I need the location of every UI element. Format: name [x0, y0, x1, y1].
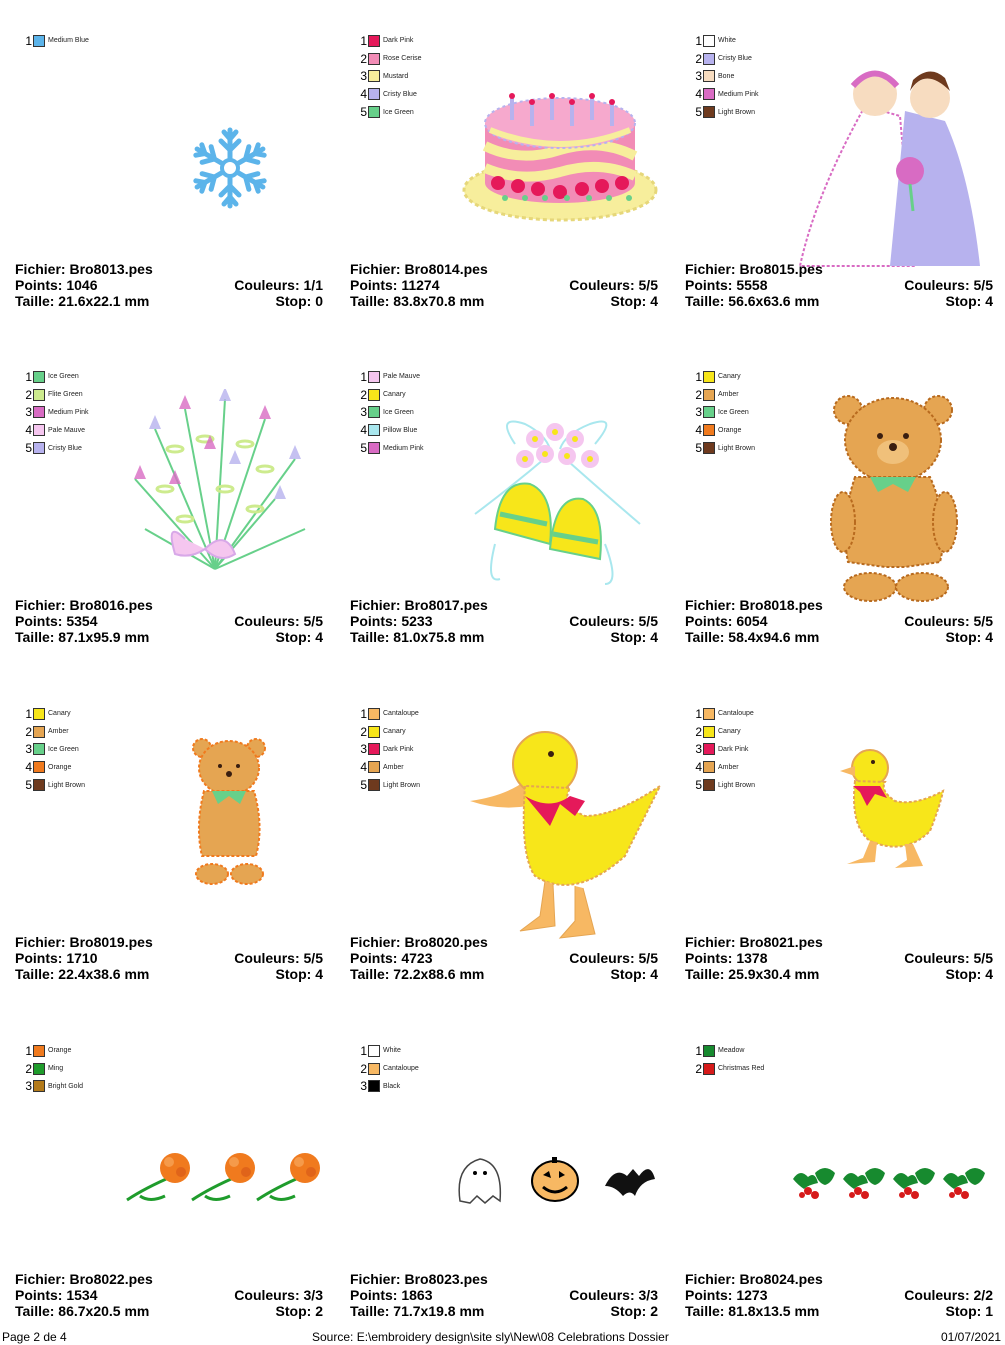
- thread-name: Rose Cerise: [383, 55, 422, 63]
- thread-number: 2: [25, 1061, 32, 1076]
- stop-count: Stop: 2: [610, 1303, 658, 1319]
- thread-number: 3: [25, 1079, 32, 1094]
- thread-name: Cristy Blue: [718, 55, 752, 63]
- thread-name: Christmas Red: [718, 1065, 765, 1073]
- thread-color-row: [20, 758, 85, 776]
- design-card: [15, 701, 335, 1001]
- points-count: Points: 1710: [15, 950, 98, 966]
- thread-number: 1: [25, 706, 32, 721]
- design-size: Taille: 72.2x88.6 mm: [350, 966, 485, 982]
- thread-color-row: [355, 50, 422, 68]
- thread-name: Canary: [718, 728, 741, 736]
- thread-number: 3: [360, 405, 367, 420]
- thread-color-row: [20, 1042, 83, 1060]
- thread-number: 1: [360, 369, 367, 384]
- thread-color-row: [20, 741, 85, 759]
- thread-number: 5: [360, 105, 367, 120]
- file-name: Fichier: Bro8016.pes: [15, 597, 153, 613]
- thread-number: 2: [695, 387, 702, 402]
- thread-name: Pillow Blue: [383, 426, 418, 434]
- color-swatch: [703, 743, 715, 755]
- thread-color-row: [690, 705, 755, 723]
- thread-color-row: [20, 386, 88, 404]
- thread-number: 4: [360, 423, 367, 438]
- bells-design-preview: [455, 404, 655, 599]
- thread-name: Cristy Blue: [48, 444, 82, 452]
- stop-count: Stop: 1: [945, 1303, 993, 1319]
- thread-color-row: [355, 776, 420, 794]
- thread-number: 4: [25, 423, 32, 438]
- thread-color-row: [20, 439, 88, 457]
- color-swatch: [33, 389, 45, 401]
- thread-color-row: [355, 1042, 419, 1060]
- color-swatch: [368, 779, 380, 791]
- file-name: Fichier: Bro8024.pes: [685, 1271, 823, 1287]
- thread-name: Light Brown: [383, 781, 420, 789]
- thread-name: Orange: [48, 1047, 72, 1055]
- thread-name: Light Brown: [48, 781, 85, 789]
- color-swatch: [33, 743, 45, 755]
- thread-color-row: [20, 1078, 83, 1096]
- thread-name: Ice Green: [48, 373, 79, 381]
- thread-color-row: [690, 741, 755, 759]
- thread-number: 4: [695, 87, 702, 102]
- thread-name: Light Brown: [718, 444, 755, 452]
- stop-count: Stop: 4: [945, 293, 993, 309]
- thread-color-row: [355, 705, 420, 723]
- thread-number: 3: [360, 742, 367, 757]
- thread-name: Ming: [48, 1065, 64, 1073]
- stop-count: Stop: 4: [610, 293, 658, 309]
- thread-name: Cantaloupe: [383, 1065, 419, 1073]
- thread-color-list: [355, 1042, 419, 1095]
- file-name: Fichier: Bro8020.pes: [350, 934, 488, 950]
- thread-number: 5: [695, 778, 702, 793]
- bearsmall-design-preview: [190, 736, 270, 891]
- thread-name: Medium Pink: [718, 90, 759, 98]
- couple-design-preview: [795, 56, 995, 276]
- color-count: Couleurs: 5/5: [234, 950, 323, 966]
- thread-name: Amber: [718, 763, 739, 771]
- stop-count: Stop: 0: [275, 293, 323, 309]
- color-swatch: [703, 1045, 715, 1057]
- thread-number: 3: [360, 69, 367, 84]
- color-count: Couleurs: 5/5: [569, 613, 658, 629]
- color-swatch: [368, 53, 380, 65]
- color-swatch: [368, 1063, 380, 1075]
- thread-number: 1: [695, 369, 702, 384]
- color-swatch: [368, 726, 380, 738]
- thread-number: 2: [695, 1061, 702, 1076]
- color-count: Couleurs: 5/5: [904, 950, 993, 966]
- thread-number: 1: [695, 706, 702, 721]
- thread-number: 2: [695, 51, 702, 66]
- design-card: [15, 28, 335, 328]
- color-swatch: [368, 1045, 380, 1057]
- design-card: [685, 364, 1005, 664]
- thread-color-row: [690, 1042, 764, 1060]
- stop-count: Stop: 4: [610, 966, 658, 982]
- thread-color-row: [355, 723, 420, 741]
- design-card: [350, 364, 670, 664]
- design-card: [685, 701, 1005, 1001]
- thread-number: 4: [360, 760, 367, 775]
- thread-name: Flite Green: [48, 391, 83, 399]
- thread-name: Orange: [48, 763, 72, 771]
- color-swatch: [368, 761, 380, 773]
- flowers-design-preview: [125, 1148, 325, 1213]
- thread-number: 5: [25, 441, 32, 456]
- thread-name: Mustard: [383, 72, 409, 80]
- points-count: Points: 5558: [685, 277, 768, 293]
- thread-number: 2: [25, 387, 32, 402]
- cake-design-preview: [460, 68, 660, 233]
- design-size: Taille: 83.8x70.8 mm: [350, 293, 485, 309]
- thread-name: Cantaloupe: [718, 710, 754, 718]
- color-swatch: [703, 406, 715, 418]
- snowflake-design-preview: [185, 123, 275, 218]
- stop-count: Stop: 4: [275, 629, 323, 645]
- thread-number: 1: [360, 33, 367, 48]
- color-swatch: [703, 389, 715, 401]
- stop-count: Stop: 4: [945, 629, 993, 645]
- thread-number: 3: [695, 742, 702, 757]
- thread-color-row: [355, 386, 423, 404]
- thread-name: Amber: [718, 391, 739, 399]
- color-count: Couleurs: 5/5: [569, 277, 658, 293]
- file-name: Fichier: Bro8021.pes: [685, 934, 823, 950]
- thread-color-row: [355, 1060, 419, 1078]
- stop-count: Stop: 4: [275, 966, 323, 982]
- thread-color-row: [20, 368, 88, 386]
- thread-color-row: [690, 776, 755, 794]
- design-size: Taille: 81.8x13.5 mm: [685, 1303, 820, 1319]
- thread-color-row: [690, 103, 758, 121]
- color-swatch: [368, 424, 380, 436]
- design-card: [15, 1038, 335, 1338]
- color-swatch: [703, 35, 715, 47]
- thread-color-row: [20, 404, 88, 422]
- color-swatch: [703, 53, 715, 65]
- thread-number: 5: [360, 441, 367, 456]
- thread-color-row: [355, 741, 420, 759]
- design-size: Taille: 22.4x38.6 mm: [15, 966, 150, 982]
- thread-name: White: [383, 1047, 401, 1055]
- file-name: Fichier: Bro8022.pes: [15, 1271, 153, 1287]
- color-swatch: [703, 761, 715, 773]
- color-swatch: [368, 1080, 380, 1092]
- thread-name: Cristy Blue: [383, 90, 417, 98]
- thread-number: 1: [25, 33, 32, 48]
- thread-name: Amber: [48, 728, 69, 736]
- color-count: Couleurs: 5/5: [569, 950, 658, 966]
- points-count: Points: 6054: [685, 613, 768, 629]
- thread-name: Canary: [383, 391, 406, 399]
- thread-number: 2: [360, 387, 367, 402]
- thread-name: Medium Pink: [383, 444, 424, 452]
- thread-number: 5: [360, 778, 367, 793]
- color-swatch: [33, 1045, 45, 1057]
- thread-name: Black: [383, 1082, 401, 1090]
- file-name: Fichier: Bro8013.pes: [15, 261, 153, 277]
- file-name: Fichier: Bro8015.pes: [685, 261, 823, 277]
- points-count: Points: 5354: [15, 613, 98, 629]
- color-swatch: [368, 106, 380, 118]
- color-swatch: [33, 708, 45, 720]
- design-card: [685, 28, 1005, 328]
- thread-number: 1: [25, 369, 32, 384]
- thread-color-row: [355, 1078, 419, 1096]
- thread-number: 2: [360, 724, 367, 739]
- color-count: Couleurs: 5/5: [904, 277, 993, 293]
- design-size: Taille: 58.4x94.6 mm: [685, 629, 820, 645]
- thread-number: 3: [25, 742, 32, 757]
- thread-color-list: [690, 368, 755, 457]
- thread-color-row: [690, 404, 755, 422]
- thread-color-row: [690, 758, 755, 776]
- thread-color-row: [355, 68, 422, 86]
- design-size: Taille: 81.0x75.8 mm: [350, 629, 485, 645]
- thread-number: 5: [25, 778, 32, 793]
- thread-color-row: [355, 368, 423, 386]
- holly-design-preview: [790, 1163, 990, 1208]
- color-count: Couleurs: 5/5: [234, 613, 323, 629]
- color-swatch: [703, 442, 715, 454]
- file-name: Fichier: Bro8014.pes: [350, 261, 488, 277]
- thread-name: Canary: [48, 710, 71, 718]
- thread-name: Orange: [718, 426, 742, 434]
- file-name: Fichier: Bro8018.pes: [685, 597, 823, 613]
- design-card: [685, 1038, 1005, 1338]
- stop-count: Stop: 2: [275, 1303, 323, 1319]
- color-swatch: [703, 106, 715, 118]
- thread-number: 4: [360, 87, 367, 102]
- thread-color-list: [690, 705, 755, 794]
- color-count: Couleurs: 2/2: [904, 1287, 993, 1303]
- thread-color-row: [690, 421, 755, 439]
- color-swatch: [33, 424, 45, 436]
- thread-name: Ice Green: [383, 108, 414, 116]
- page-number: Page 2 de 4: [2, 1330, 67, 1344]
- points-count: Points: 1534: [15, 1287, 98, 1303]
- color-swatch: [703, 70, 715, 82]
- thread-number: 1: [25, 1043, 32, 1058]
- thread-color-row: [20, 1060, 83, 1078]
- thread-color-row: [355, 439, 423, 457]
- thread-name: Ice Green: [383, 408, 414, 416]
- thread-number: 3: [695, 405, 702, 420]
- thread-number: 4: [695, 423, 702, 438]
- thread-name: Bone: [718, 72, 735, 80]
- points-count: Points: 5233: [350, 613, 433, 629]
- thread-color-list: [355, 705, 420, 794]
- thread-color-row: [20, 705, 85, 723]
- thread-color-list: [20, 1042, 83, 1095]
- color-swatch: [703, 708, 715, 720]
- stop-count: Stop: 4: [945, 966, 993, 982]
- color-swatch: [368, 35, 380, 47]
- color-swatch: [33, 442, 45, 454]
- color-count: Couleurs: 3/3: [234, 1287, 323, 1303]
- thread-number: 1: [360, 1043, 367, 1058]
- design-size: Taille: 25.9x30.4 mm: [685, 966, 820, 982]
- design-size: Taille: 21.6x22.1 mm: [15, 293, 150, 309]
- thread-color-row: [355, 404, 423, 422]
- thread-number: 2: [25, 724, 32, 739]
- color-swatch: [33, 761, 45, 773]
- design-card: [350, 701, 670, 1001]
- color-count: Couleurs: 1/1: [234, 277, 323, 293]
- thread-name: Meadow: [718, 1047, 745, 1055]
- design-card: [350, 28, 670, 328]
- thread-name: Canary: [718, 373, 741, 381]
- bear-design-preview: [830, 392, 960, 612]
- thread-number: 3: [695, 69, 702, 84]
- thread-color-list: [20, 705, 85, 794]
- bouquet-design-preview: [115, 389, 315, 609]
- thread-name: Dark Pink: [383, 745, 414, 753]
- thread-color-list: [355, 368, 423, 457]
- color-swatch: [33, 1080, 45, 1092]
- thread-color-row: [20, 421, 88, 439]
- color-swatch: [33, 726, 45, 738]
- thread-name: Medium Blue: [48, 37, 89, 45]
- thread-name: Ice Green: [718, 408, 749, 416]
- thread-name: Pale Mauve: [48, 426, 85, 434]
- thread-name: Light Brown: [718, 781, 755, 789]
- duck-design-preview: [465, 726, 665, 951]
- thread-number: 5: [695, 441, 702, 456]
- thread-color-row: [690, 32, 758, 50]
- thread-name: Amber: [383, 763, 404, 771]
- color-swatch: [368, 371, 380, 383]
- thread-color-row: [355, 758, 420, 776]
- design-size: Taille: 86.7x20.5 mm: [15, 1303, 150, 1319]
- thread-number: 3: [25, 405, 32, 420]
- thread-color-row: [690, 368, 755, 386]
- thread-color-row: [690, 50, 758, 68]
- color-swatch: [703, 424, 715, 436]
- thread-number: 1: [695, 33, 702, 48]
- source-path: Source: E:\embroidery design\site sly\New\08 Celebrations Dossier: [312, 1330, 669, 1344]
- thread-number: 4: [695, 760, 702, 775]
- file-name: Fichier: Bro8017.pes: [350, 597, 488, 613]
- color-swatch: [368, 743, 380, 755]
- thread-color-row: [355, 103, 422, 121]
- thread-name: Dark Pink: [718, 745, 749, 753]
- color-swatch: [368, 88, 380, 100]
- thread-number: 3: [360, 1079, 367, 1094]
- halloween-design-preview: [455, 1151, 655, 1216]
- color-swatch: [703, 779, 715, 791]
- thread-color-list: [20, 32, 89, 50]
- thread-color-list: [20, 368, 88, 457]
- points-count: Points: 1863: [350, 1287, 433, 1303]
- thread-number: 4: [25, 760, 32, 775]
- thread-number: 2: [360, 51, 367, 66]
- color-swatch: [33, 35, 45, 47]
- thread-color-row: [690, 439, 755, 457]
- color-swatch: [703, 726, 715, 738]
- thread-number: 2: [695, 724, 702, 739]
- thread-color-row: [690, 1060, 764, 1078]
- thread-color-row: [355, 32, 422, 50]
- stop-count: Stop: 4: [610, 629, 658, 645]
- color-count: Couleurs: 3/3: [569, 1287, 658, 1303]
- color-swatch: [33, 1063, 45, 1075]
- points-count: Points: 4723: [350, 950, 433, 966]
- design-size: Taille: 71.7x19.8 mm: [350, 1303, 485, 1319]
- thread-color-row: [690, 85, 758, 103]
- thread-color-row: [20, 32, 89, 50]
- thread-color-row: [20, 776, 85, 794]
- thread-color-row: [690, 68, 758, 86]
- thread-name: Light Brown: [718, 108, 755, 116]
- color-swatch: [368, 389, 380, 401]
- thread-color-row: [690, 723, 755, 741]
- thread-name: Bright Gold: [48, 1082, 84, 1090]
- design-card: [350, 1038, 670, 1338]
- thread-number: 1: [695, 1043, 702, 1058]
- thread-number: 1: [360, 706, 367, 721]
- thread-name: Medium Pink: [48, 408, 89, 416]
- thread-color-row: [20, 723, 85, 741]
- color-swatch: [368, 70, 380, 82]
- color-swatch: [368, 442, 380, 454]
- thread-color-list: [690, 1042, 764, 1078]
- thread-color-row: [355, 85, 422, 103]
- thread-name: Canary: [383, 728, 406, 736]
- thread-name: Dark Pink: [383, 37, 414, 45]
- design-card: [15, 364, 335, 664]
- color-count: Couleurs: 5/5: [904, 613, 993, 629]
- thread-number: 5: [695, 105, 702, 120]
- thread-name: Cantaloupe: [383, 710, 419, 718]
- thread-name: Ice Green: [48, 745, 79, 753]
- ducksmall-design-preview: [835, 746, 945, 876]
- thread-color-list: [690, 32, 758, 121]
- color-swatch: [703, 371, 715, 383]
- color-swatch: [33, 371, 45, 383]
- thread-number: 2: [360, 1061, 367, 1076]
- design-size: Taille: 87.1x95.9 mm: [15, 629, 150, 645]
- thread-name: White: [718, 37, 736, 45]
- color-swatch: [703, 1063, 715, 1075]
- points-count: Points: 11274: [350, 277, 440, 293]
- color-swatch: [368, 708, 380, 720]
- print-date: 01/07/2021: [941, 1330, 1002, 1344]
- thread-name: Pale Mauve: [383, 373, 420, 381]
- color-swatch: [368, 406, 380, 418]
- points-count: Points: 1378: [685, 950, 768, 966]
- points-count: Points: 1273: [685, 1287, 768, 1303]
- color-swatch: [703, 88, 715, 100]
- design-size: Taille: 56.6x63.6 mm: [685, 293, 820, 309]
- file-name: Fichier: Bro8023.pes: [350, 1271, 488, 1287]
- thread-color-list: [355, 32, 422, 121]
- thread-color-row: [355, 421, 423, 439]
- color-swatch: [33, 406, 45, 418]
- points-count: Points: 1046: [15, 277, 98, 293]
- thread-color-row: [690, 386, 755, 404]
- file-name: Fichier: Bro8019.pes: [15, 934, 153, 950]
- color-swatch: [33, 779, 45, 791]
